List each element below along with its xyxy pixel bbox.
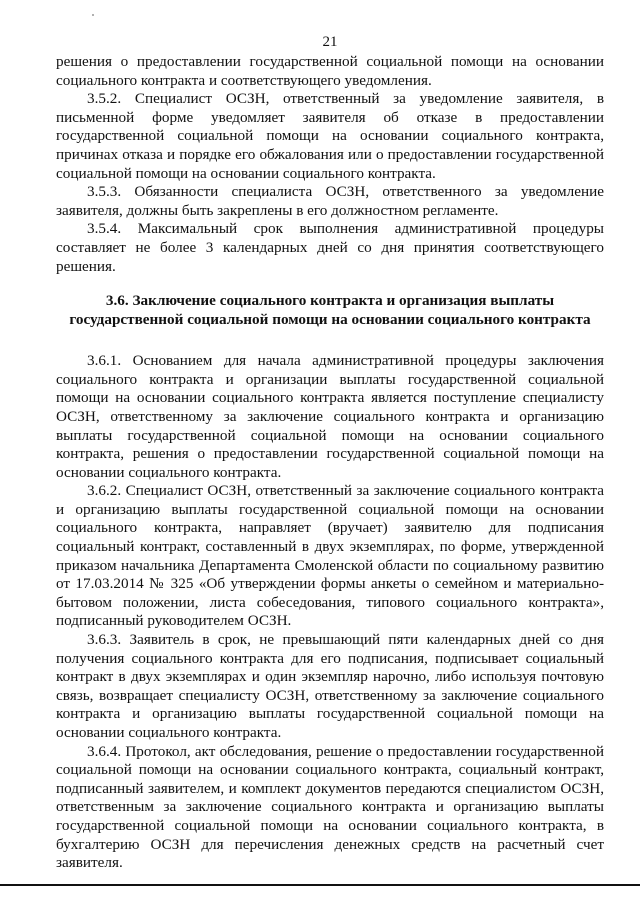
paragraphs-bottom	[56, 352, 604, 873]
paragraph: решения о предоставлении государственной социальной помощи на основании социального контракта и соответствующего уведомления.	[56, 53, 604, 89]
paragraphs-top	[56, 53, 604, 276]
paragraph-3-6-3: 3.6.3. Заявитель в срок, не превышающий пяти календарных дней со дня получения социального контракта для его подписания, подписывает социальный контракт в двух экземплярах и один экземпляр нарочно, либо используя почтовую связь, возвращает специалисту ОСЗН, ответственному за заключение социального контракта и организацию выплаты государственной социальной помощи на основании социального контракта.	[56, 631, 604, 741]
document-page	[56, 34, 604, 873]
page-bottom-border	[0, 884, 640, 886]
paragraph-3-5-3: 3.5.3. Обязанности специалиста ОСЗН, ответственного за уведомление заявителя, должны быть закреплены в его должностном регламенте.	[56, 183, 604, 219]
paragraph-3-6-4: 3.6.4. Протокол, акт обследования, решение о предоставлении государственной социальной помощи на основании социального контракта, социальный контракт, подписанный заявителем, и комплект документов передаются специалистом ОСЗН, ответственным за заключение социального контракта и организацию выплаты государственной социальной помощи на основании социального контракта, в бухгалтерию ОСЗН для перечисления денежных средств на расчетный счет заявителя.	[56, 742, 604, 872]
paragraph-3-6-2: 3.6.2. Специалист ОСЗН, ответственный за заключение социального контракта и организацию выплаты государственной социальной помощи на основании социального контракта, направляет (вручает) заявителю для подписания социальный контракт, составленный в двух экземплярах, по форме, утвержденной приказом начальника Департамента Смоленской области по социальному развитию от 17.03.2014 № 325 «Об утверждении формы анкеты о семейном и материально-бытовом положении, листа собеседования, типового социального контракта», подписанный руководителем ОСЗН.	[56, 482, 604, 630]
paragraph-3-5-2: 3.5.2. Специалист ОСЗН, ответственный за уведомление заявителя, в письменной форме уведомляет заявителя об отказе в предоставлении государственной социальной помощи на основании социального контракта, причинах отказа и порядке его обжалования или о предоставлении государственной социальной помощи на основании социального контракта.	[56, 90, 604, 182]
paragraph-3-6-1: 3.6.1. Основанием для начала административной процедуры заключения социального контракта и организации выплаты государственной социальной помощи на основании социального контракта является поступление специалисту ОСЗН, ответственному за заключение социального контракта и организацию выплаты государственной социальной помощи на основании социального контракта, решения о предоставлении государственной социальной помощи на основании социального контракта.	[56, 352, 604, 481]
paragraph-3-5-4: 3.5.4. Максимальный срок выполнения административной процедуры составляет не более 3 календарных дней со дня принятия соответствующего решения.	[56, 220, 604, 275]
section-heading-line-2: государственной социальной помощи на основании социального контракта	[69, 311, 591, 329]
scan-speck	[92, 14, 94, 16]
page-number: 21	[322, 34, 338, 50]
section-heading-line-1: 3.6. Заключение социального контракта и организация выплаты	[105, 292, 555, 310]
section-heading	[56, 291, 604, 329]
